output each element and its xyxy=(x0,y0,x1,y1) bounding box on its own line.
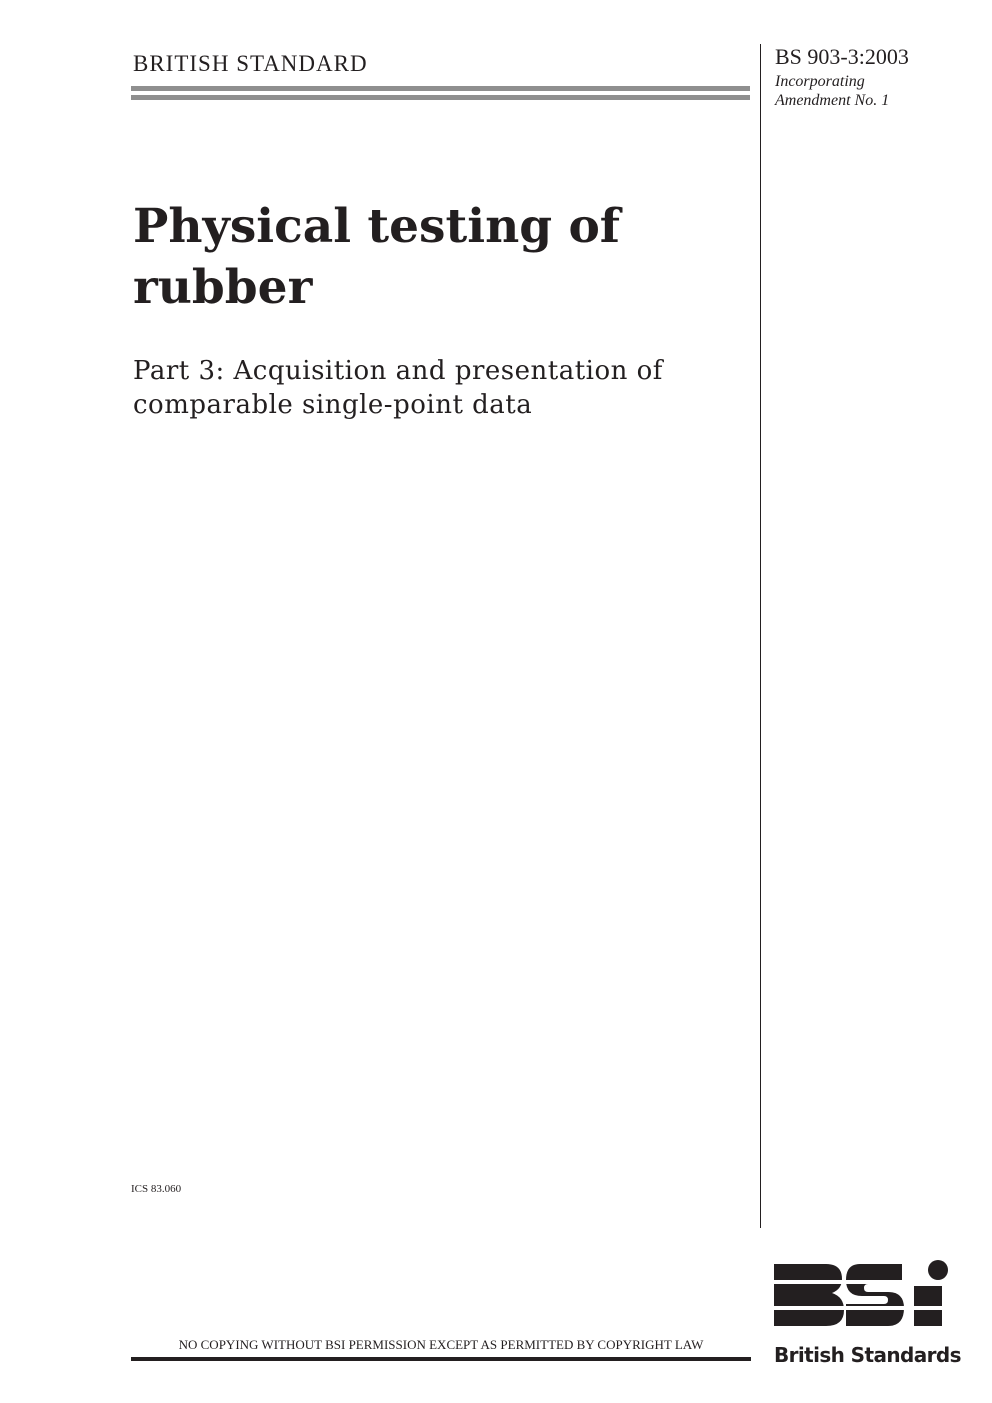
header-rule-top xyxy=(131,86,750,91)
bsi-wordmark-icon xyxy=(774,1260,952,1328)
header-rule-bottom xyxy=(131,95,750,100)
document-title: Physical testing of rubber xyxy=(133,199,621,315)
ics-code: ICS 83.060 xyxy=(131,1183,182,1195)
amendment-line-2: Amendment No. 1 xyxy=(775,92,890,109)
bsi-logo xyxy=(774,1260,961,1372)
amendment-line-1: Incorporating xyxy=(775,73,865,90)
series-label: BRITISH STANDARD xyxy=(133,51,368,76)
standard-number: BS 903-3:2003 xyxy=(775,44,909,69)
column-divider xyxy=(760,44,761,1228)
copyright-notice: NO COPYING WITHOUT BSI PERMISSION EXCEPT AS PERMITTED BY COPYRIGHT LAW xyxy=(178,1337,704,1352)
footer-rule xyxy=(131,1357,751,1361)
bsi-caption: British Standards xyxy=(774,1343,961,1367)
amendment-note xyxy=(775,72,889,110)
document-subtitle: Part 3: Acquisition and presentation of comparable single-point data xyxy=(133,356,663,420)
